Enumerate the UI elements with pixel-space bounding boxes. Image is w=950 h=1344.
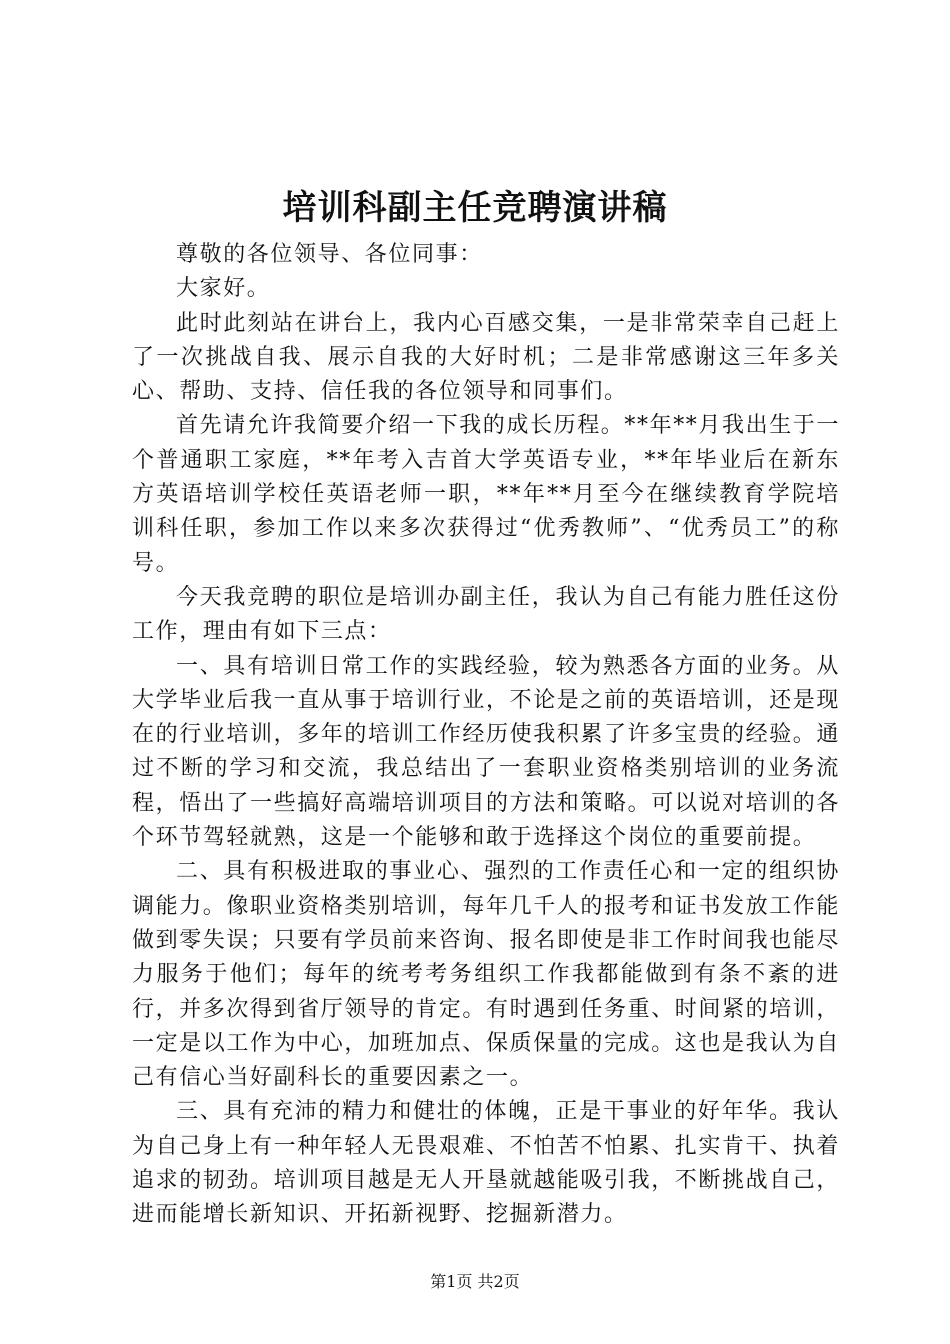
paragraph-position: 今天我竞聘的职位是培训办副主任，我认为自己有能力胜任这份工作，理由有如下三点：	[132, 584, 840, 645]
paragraph-background: 首先请允许我简要介绍一下我的成长历程。**年**月我出生于一个普通职工家庭，**年考入吉首大学英语专业，**年毕业后在新东方英语培训学校任英语老师一职，**年**月至今在继续教育学院培训科任职，参加工作以来多次获得过“优秀教师”、“优秀员工”的称号。	[132, 413, 841, 576]
page-footer: 第1页 共2页	[430, 1272, 520, 1291]
paragraph-reason-one: 一、具有培训日常工作的实践经验，较为熟悉各方面的业务。从大学毕业后我一直从事于培训行业，不论是之前的英语培训，还是现在的行业培训，多年的培训工作经历使我积累了许多宝贵的经验。通过不断的学习和交流，我总结出了一套职业资格类别培训的业务流程，悟出了一些搞好高端培训项目的方法和策略。可以说对培训的各个环节驾轻就熟，这是一个能够和敢于选择这个岗位的重要前提。	[132, 653, 841, 851]
paragraph-salutation: 尊敬的各位领导、各位同事：	[176, 242, 483, 267]
paragraph-reason-three: 三、具有充沛的精力和健壮的体魄，正是干事业的好年华。我认为自己身上有一种年轻人无畏艰难、不怕苦不怕累、扎实肯干、执着追求的韧劲。培训项目越是无人开垦就越能吸引我，不断挑战自己，进而能增长新知识、开拓新视野、挖掘新潜力。	[132, 1099, 841, 1228]
document-body	[132, 238, 840, 1233]
paragraph-reason-two: 二、具有积极进取的事业心、强烈的工作责任心和一定的组织协调能力。像职业资格类别培训，每年几千人的报考和证书发放工作能做到零失误；只要有学员前来咨询、报名即使是非工作时间我也能尽力服务于他们；每年的统考考务组织工作我都能做到有条不紊的进行，并多次得到省厅领导的肯定。有时遇到任务重、时间紧的培训，一定是以工作为中心，加班加点、保质保量的完成。这也是我认为自己有信心当好副科长的重要因素之一。	[132, 859, 841, 1091]
document-title: 培训科副主任竞聘演讲稿	[282, 188, 668, 228]
paragraph-opening: 此时此刻站在讲台上，我内心百感交集，一是非常荣幸自己赶上了一次挑战自我、展示自我的大好时机；二是非常感谢这三年多关心、帮助、支持、信任我的各位领导和同事们。	[132, 310, 840, 405]
paragraph-greeting: 大家好。	[176, 276, 271, 302]
